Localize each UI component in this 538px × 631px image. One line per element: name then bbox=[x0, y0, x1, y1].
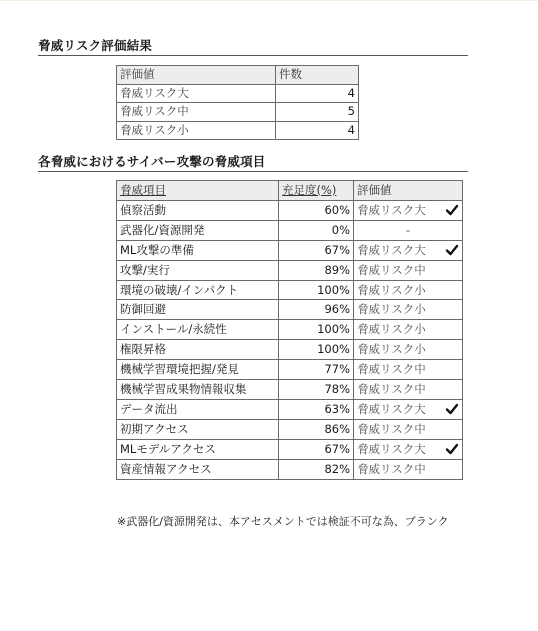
threat-eval: 脅威リスク小 bbox=[354, 280, 463, 300]
threat-pct: 63% bbox=[279, 399, 354, 419]
threat-eval: 脅威リスク小 bbox=[354, 340, 463, 360]
table-row bbox=[117, 200, 463, 220]
threat-table bbox=[116, 180, 463, 480]
threat-pct: 60% bbox=[279, 200, 354, 220]
threat-eval: 脅威リスク中 bbox=[354, 360, 463, 380]
table-row bbox=[117, 380, 463, 400]
threat-eval: 脅威リスク大 bbox=[354, 399, 463, 419]
threat-item: 武器化/資源開発 bbox=[117, 220, 279, 240]
header-eval: 評価値 bbox=[117, 66, 276, 85]
threat-item: データ流出 bbox=[117, 399, 279, 419]
threat-item: ML攻撃の準備 bbox=[117, 240, 279, 260]
table-row bbox=[117, 419, 463, 439]
threat-item: 機械学習環境把握/発見 bbox=[117, 360, 279, 380]
table-row bbox=[117, 260, 463, 280]
threat-item: 偵察活動 bbox=[117, 200, 279, 220]
threat-pct: 67% bbox=[279, 240, 354, 260]
table-row bbox=[117, 340, 463, 360]
threat-eval: - bbox=[354, 220, 463, 240]
checkmark-icon bbox=[445, 402, 459, 416]
header-pct bbox=[279, 181, 354, 201]
threat-item: MLモデルアクセス bbox=[117, 439, 279, 459]
table-header-row bbox=[117, 181, 463, 201]
table-row bbox=[117, 320, 463, 340]
eval-count: 5 bbox=[276, 103, 359, 122]
eval-count: 4 bbox=[276, 84, 359, 103]
threat-eval: 脅威リスク大 bbox=[354, 439, 463, 459]
threat-pct: 78% bbox=[279, 380, 354, 400]
eval-count: 4 bbox=[276, 121, 359, 140]
table-row bbox=[117, 84, 359, 103]
table-row bbox=[117, 121, 359, 140]
threat-item: 権限昇格 bbox=[117, 340, 279, 360]
threats-title-rule bbox=[38, 171, 468, 172]
checkmark-icon bbox=[445, 203, 459, 217]
header-pct-label: 充足度(%) bbox=[282, 183, 337, 197]
threat-item: インストール/永続性 bbox=[117, 320, 279, 340]
threats-title: 各脅威におけるサイバー攻撃の脅威項目 bbox=[38, 154, 266, 169]
threat-item: 防御回避 bbox=[117, 300, 279, 320]
threat-eval: 脅威リスク小 bbox=[354, 300, 463, 320]
threat-eval: 脅威リスク大 bbox=[354, 200, 463, 220]
eval-label: 脅威リスク小 bbox=[117, 121, 276, 140]
table-row bbox=[117, 459, 463, 479]
summary-title-rule bbox=[38, 55, 468, 56]
threat-eval: 脅威リスク中 bbox=[354, 380, 463, 400]
summary-table bbox=[116, 65, 359, 140]
table-row bbox=[117, 399, 463, 419]
header-count: 件数 bbox=[276, 66, 359, 85]
footnote: ※武器化/資源開発は、本アセスメントでは検証不可な為、ブランク bbox=[117, 515, 449, 528]
threat-item: 攻撃/実行 bbox=[117, 260, 279, 280]
table-row bbox=[117, 280, 463, 300]
table-row bbox=[117, 360, 463, 380]
threat-pct: 100% bbox=[279, 320, 354, 340]
header-item-label: 脅威項目 bbox=[120, 183, 166, 197]
top-border bbox=[0, 0, 538, 1]
header-eval: 評価値 bbox=[354, 181, 463, 201]
table-row bbox=[117, 220, 463, 240]
threat-pct: 86% bbox=[279, 419, 354, 439]
eval-label: 脅威リスク大 bbox=[117, 84, 276, 103]
table-row bbox=[117, 103, 359, 122]
checkmark-icon bbox=[445, 442, 459, 456]
threat-pct: 100% bbox=[279, 280, 354, 300]
checkmark-icon bbox=[445, 243, 459, 257]
threat-eval: 脅威リスク中 bbox=[354, 419, 463, 439]
table-row bbox=[117, 240, 463, 260]
threat-eval: 脅威リスク大 bbox=[354, 240, 463, 260]
threat-item: 機械学習成果物情報収集 bbox=[117, 380, 279, 400]
table-row bbox=[117, 300, 463, 320]
summary-title: 脅威リスク評価結果 bbox=[38, 38, 153, 53]
threat-pct: 100% bbox=[279, 340, 354, 360]
threat-item: 環境の破壊/インパクト bbox=[117, 280, 279, 300]
eval-label: 脅威リスク中 bbox=[117, 103, 276, 122]
threat-pct: 96% bbox=[279, 300, 354, 320]
threat-pct: 77% bbox=[279, 360, 354, 380]
threat-pct: 82% bbox=[279, 459, 354, 479]
header-item bbox=[117, 181, 279, 201]
threat-pct: 67% bbox=[279, 439, 354, 459]
threat-item: 資産情報アクセス bbox=[117, 459, 279, 479]
threat-eval: 脅威リスク小 bbox=[354, 320, 463, 340]
table-row bbox=[117, 439, 463, 459]
threat-pct: 89% bbox=[279, 260, 354, 280]
threat-eval: 脅威リスク中 bbox=[354, 459, 463, 479]
threat-pct: 0% bbox=[279, 220, 354, 240]
threat-item: 初期アクセス bbox=[117, 419, 279, 439]
threat-eval: 脅威リスク中 bbox=[354, 260, 463, 280]
table-header-row bbox=[117, 66, 359, 85]
